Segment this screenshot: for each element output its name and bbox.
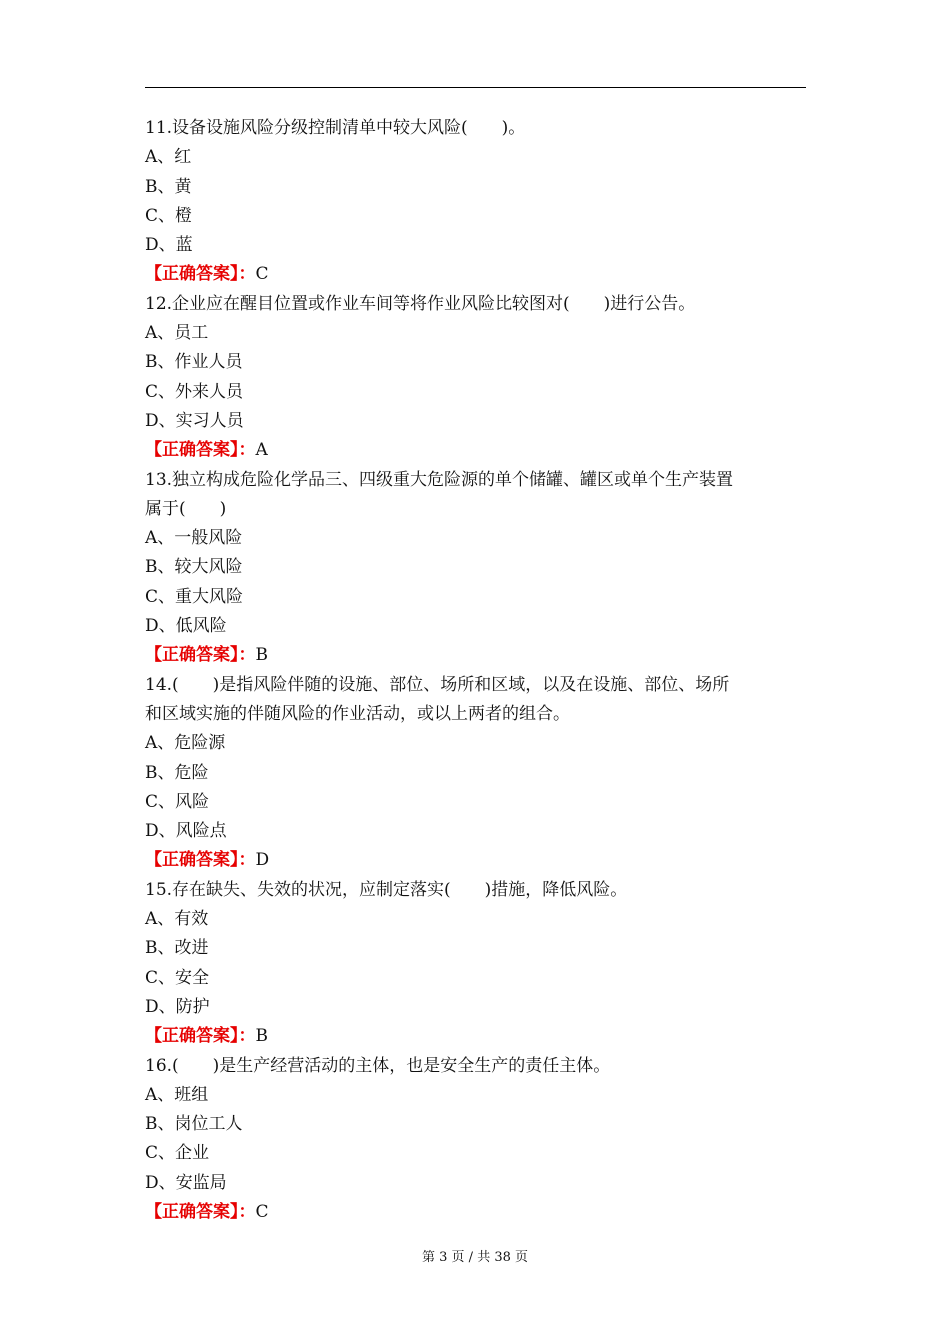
answer-value: A bbox=[255, 440, 268, 461]
question-stem: 11.设备设施风险分级控制清单中较大风险( )。 bbox=[145, 118, 526, 138]
question-11 bbox=[145, 114, 807, 290]
question-stem: 16.( )是生产经营活动的主体，也是安全生产的责任主体。 bbox=[145, 1055, 611, 1076]
option-d: D、低风险 bbox=[145, 616, 227, 637]
answer-value: B bbox=[255, 1026, 268, 1047]
footer-slash: / bbox=[468, 1250, 474, 1265]
option-a: A、一般风险 bbox=[145, 528, 243, 549]
option-b: B、黄 bbox=[145, 176, 192, 197]
option-d: D、安监局 bbox=[145, 1172, 227, 1193]
answer-line bbox=[145, 260, 807, 289]
answer-label: 【正确答案】： bbox=[145, 1201, 256, 1222]
option-c: C、橙 bbox=[145, 205, 193, 226]
option-c: C、重大风险 bbox=[145, 586, 244, 607]
answer-line bbox=[145, 1022, 807, 1051]
question-stem: 13.独立构成危险化学品三、四级重大危险源的单个储罐、罐区或单个生产装置 bbox=[145, 469, 734, 490]
answer-line bbox=[145, 1198, 807, 1227]
option-d: D、风险点 bbox=[145, 821, 227, 842]
option-c: C、安全 bbox=[145, 967, 210, 988]
question-13 bbox=[145, 466, 807, 671]
question-14 bbox=[145, 671, 807, 876]
option-b: B、危险 bbox=[145, 762, 209, 783]
option-b: B、岗位工人 bbox=[145, 1114, 243, 1135]
question-12 bbox=[145, 290, 807, 466]
answer-label: 【正确答案】： bbox=[145, 850, 256, 871]
option-b: B、较大风险 bbox=[145, 557, 243, 578]
option-a: A、员工 bbox=[145, 323, 209, 344]
question-stem: 15.存在缺失、失效的状况，应制定落实( )措施，降低风险。 bbox=[145, 879, 628, 900]
answer-label: 【正确答案】： bbox=[145, 440, 256, 461]
footer-di: 第 bbox=[421, 1250, 435, 1265]
answer-value: D bbox=[255, 850, 270, 871]
option-a: A、班组 bbox=[145, 1084, 209, 1105]
question-16 bbox=[145, 1052, 807, 1228]
option-c: C、企业 bbox=[145, 1143, 210, 1164]
option-a: A、危险源 bbox=[145, 733, 226, 754]
footer-page-number: 3 bbox=[439, 1250, 448, 1265]
answer-line bbox=[145, 436, 807, 465]
option-b: B、改进 bbox=[145, 938, 209, 959]
question-stem: 12.企业应在醒目位置或作业车间等将作业风险比较图对( )进行公告。 bbox=[145, 293, 696, 314]
option-c: C、外来人员 bbox=[145, 381, 244, 402]
option-a: A、红 bbox=[145, 147, 192, 168]
option-b: B、作业人员 bbox=[145, 352, 243, 373]
answer-value: B bbox=[255, 645, 268, 666]
answer-label: 【正确答案】： bbox=[145, 645, 256, 666]
header-rule bbox=[145, 87, 806, 88]
option-d: D、实习人员 bbox=[145, 410, 244, 431]
footer-gong: 共 bbox=[477, 1250, 491, 1265]
answer-line bbox=[145, 846, 807, 875]
footer-total-pages: 38 bbox=[494, 1250, 511, 1265]
footer-ye-2: 页 bbox=[515, 1250, 529, 1265]
option-d: D、防护 bbox=[145, 996, 210, 1017]
answer-value: C bbox=[255, 1201, 269, 1222]
question-15 bbox=[145, 876, 807, 1052]
answer-label: 【正确答案】： bbox=[145, 264, 256, 285]
page-footer bbox=[0, 1246, 950, 1265]
question-list bbox=[145, 114, 807, 1227]
question-stem-cont: 属于( ) bbox=[145, 498, 227, 519]
answer-line bbox=[145, 641, 807, 670]
answer-value: C bbox=[255, 264, 269, 285]
option-c: C、风险 bbox=[145, 791, 210, 812]
question-stem: 14.( )是指风险伴随的设施、部位、场所和区域，以及在设施、部位、场所 bbox=[145, 674, 730, 695]
option-d: D、蓝 bbox=[145, 235, 193, 256]
question-stem-cont: 和区域实施的伴随风险的作业活动，或以上两者的组合。 bbox=[145, 703, 570, 724]
option-a: A、有效 bbox=[145, 909, 209, 930]
footer-ye: 页 bbox=[451, 1250, 465, 1265]
answer-label: 【正确答案】： bbox=[145, 1026, 256, 1047]
